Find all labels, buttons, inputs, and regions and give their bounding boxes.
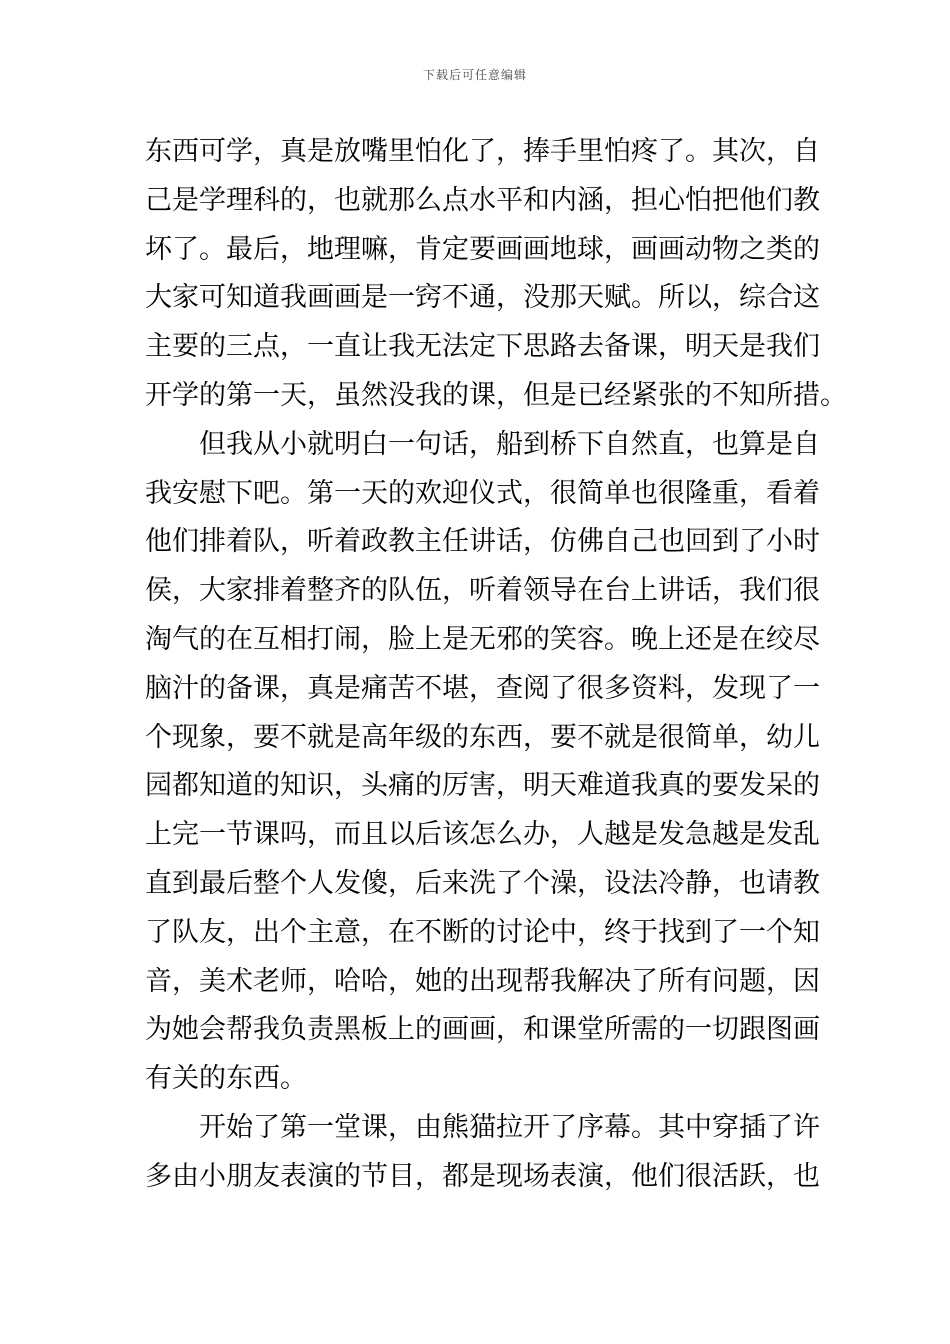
text-line: 音，美术老师，哈哈，她的出现帮我解决了所有问题，因 <box>145 965 820 997</box>
text-line: 大家可知道我画画是一窍不通，没那天赋。所以，综合这 <box>145 282 820 314</box>
text-line: 淘气的在互相打闹，脸上是无邪的笑容。晚上还是在绞尽 <box>145 623 820 655</box>
text-line: 园都知道的知识，头痛的厉害，明天难道我真的要发呆的 <box>145 770 820 802</box>
text-line: 脑汁的备课，真是痛苦不堪，查阅了很多资料，发现了一 <box>145 672 820 704</box>
text-line: 个现象，要不就是高年级的东西，要不就是很简单，幼儿 <box>145 721 820 753</box>
text-line: 了队友，出个主意，在不断的讨论中，终于找到了一个知 <box>145 916 820 948</box>
text-line: 上完一节课吗，而且以后该怎么办，人越是发急越是发乱 <box>145 819 820 851</box>
text-line: 主要的三点，一直让我无法定下思路去备课，明天是我们 <box>145 331 820 363</box>
page-header: 下载后可任意编辑 <box>422 68 527 82</box>
text-line: 己是学理科的，也就那么点水平和内涵，担心怕把他们教 <box>145 184 820 216</box>
text-line: 侯，大家排着整齐的队伍，听着领导在台上讲话，我们很 <box>145 575 820 607</box>
body-text <box>145 128 847 1202</box>
text-line: 直到最后整个人发傻，后来洗了个澡，设法冷静，也请教 <box>145 867 820 899</box>
text-line: 但我从小就明白一句话，船到桥下自然直，也算是自 <box>199 428 820 460</box>
text-line: 我安慰下吧。第一天的欢迎仪式，很简单也很隆重，看着 <box>145 477 820 509</box>
text-line: 多由小朋友表演的节目，都是现场表演，他们很活跃，也 <box>145 1160 820 1192</box>
text-line: 开始了第一堂课，由熊猫拉开了序幕。其中穿插了许 <box>199 1111 820 1143</box>
text-line: 他们排着队，听着政教主任讲话，仿佛自己也回到了小时 <box>145 526 820 558</box>
text-line: 开学的第一天，虽然没我的课，但是已经紧张的不知所措。 <box>145 379 847 411</box>
text-line: 坏了。最后，地理嘛，肯定要画画地球，画画动物之类的 <box>145 233 820 265</box>
text-line: 有关的东西。 <box>145 1063 307 1095</box>
text-line: 为她会帮我负责黑板上的画画，和课堂所需的一切跟图画 <box>145 1014 820 1046</box>
text-line: 东西可学，真是放嘴里怕化了，捧手里怕疼了。其次，自 <box>145 136 820 167</box>
